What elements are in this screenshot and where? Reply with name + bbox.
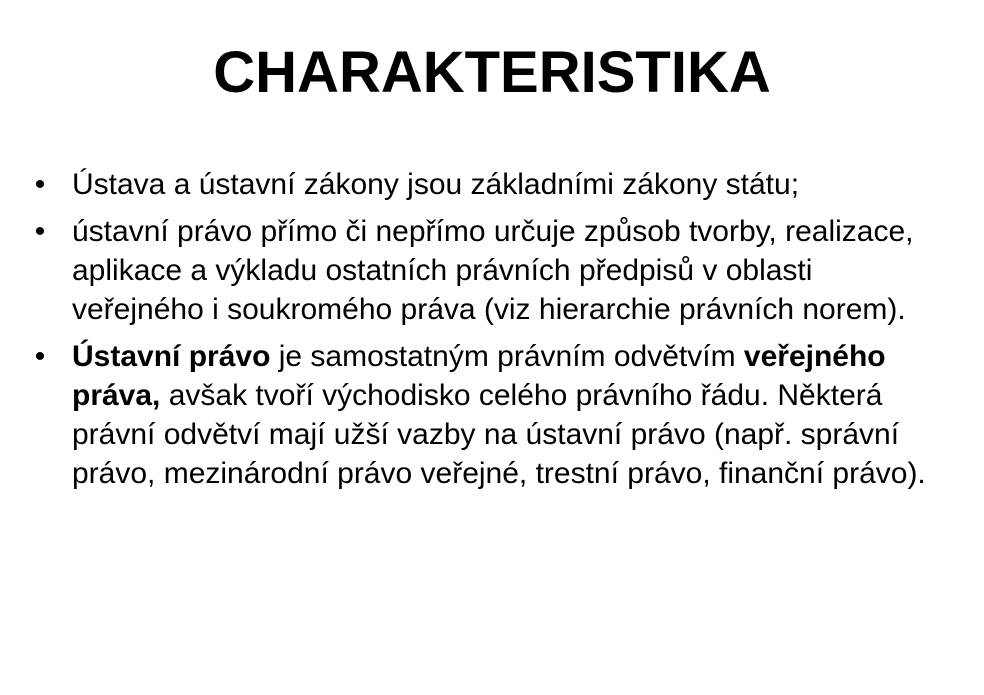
bullet-item [30,337,950,493]
bullet-text [72,215,914,326]
bullet-text-part: avšak tvoří východisko celého právního řádu. Některá právní odvětví mají užší vazby na ústavní právo (např. správní právo, mezinárodní právo veřejné, trestní právo, finanční právo). [72,379,926,490]
bullet-item [30,165,950,204]
bullet-icon: • [34,340,46,373]
bullet-icon: • [34,215,46,248]
bullet-text-part: je samostatným právním odvětvím [270,340,744,373]
slide-title: CHARAKTERISTIKA [213,40,771,105]
bullet-item [30,212,950,329]
bullet-text-part: ústavní právo přímo či nepřímo určuje způsob tvorby, realizace, aplikace a výkladu ostatních právních předpisů v oblasti veřejného i soukromého práva (viz hierarchie právních norem). [72,215,914,326]
bullet-icon: • [34,168,46,201]
bullet-text [72,340,926,490]
bullet-text-bold: veřejného práva, [72,340,886,412]
bullet-text-part: Ústava a ústavní zákony jsou základními zákony státu; [72,168,800,201]
bullet-list [30,165,950,501]
bullet-text [72,168,799,201]
bullet-text-bold: Ústavní právo [72,340,271,373]
